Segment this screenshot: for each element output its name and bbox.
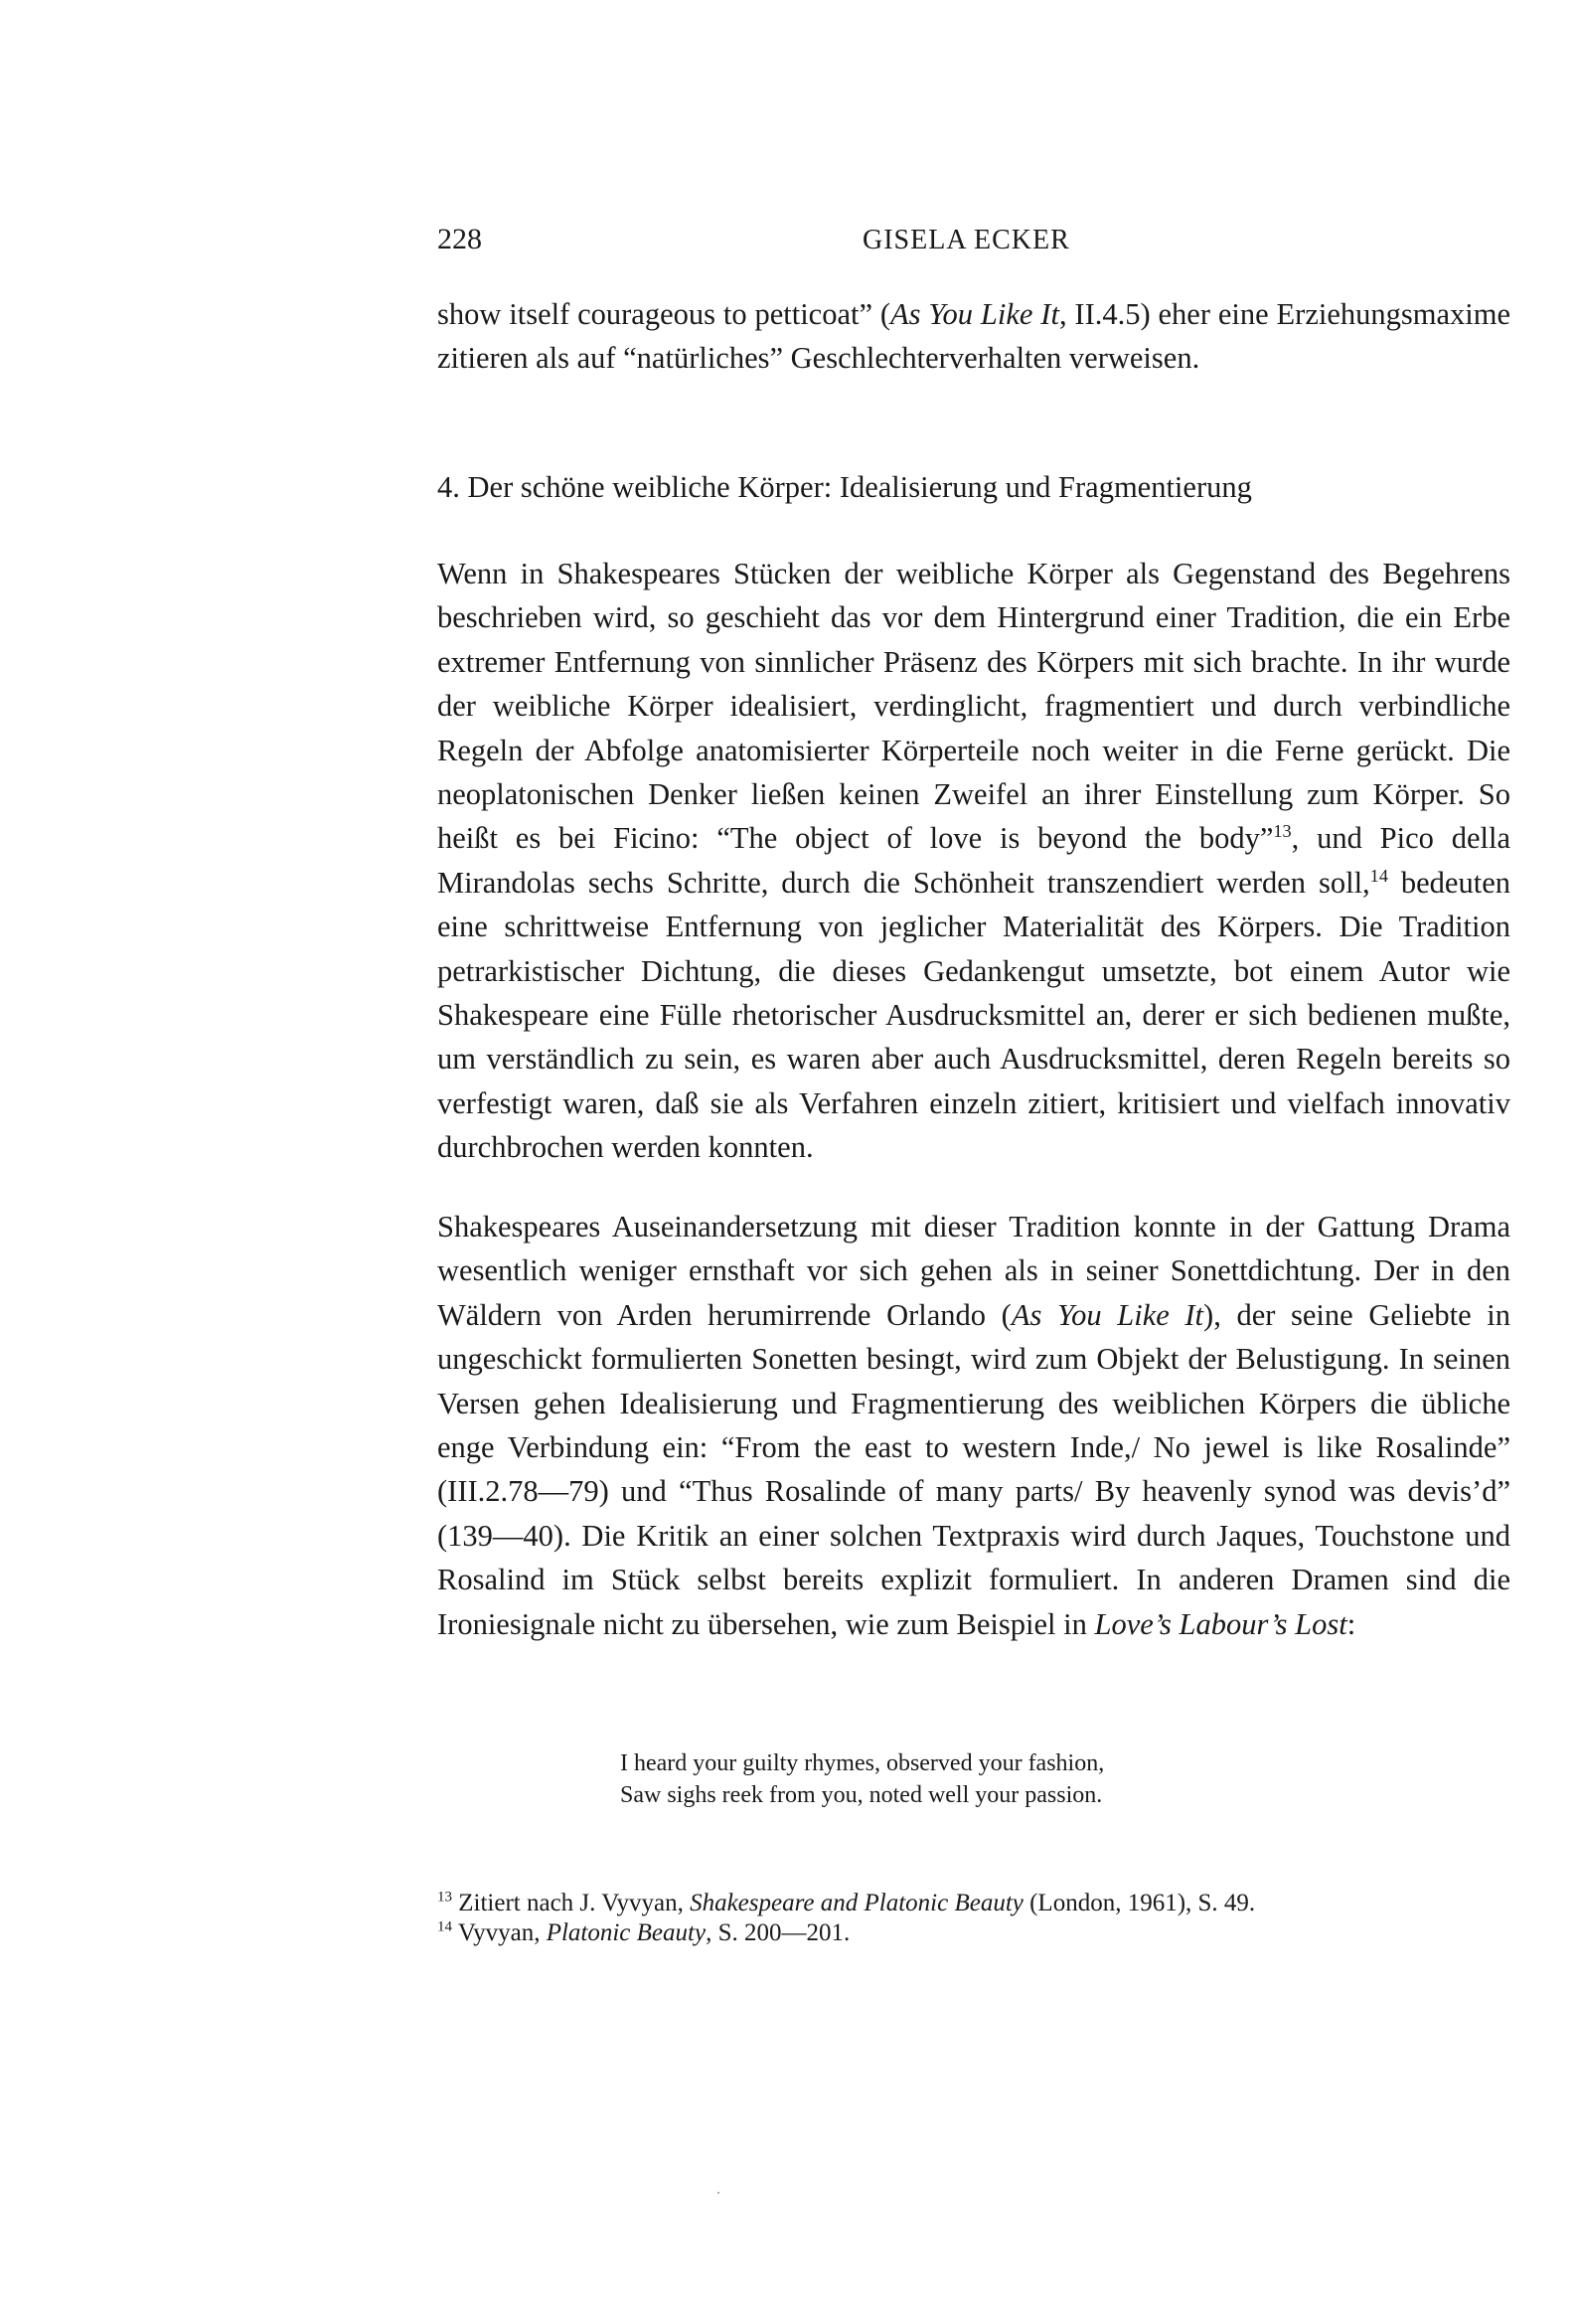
text-run: , II.4.5) eher eine Erziehungsmaxime zitieren als auf “natürliches” Geschlechterverhalten verweisen. — [437, 297, 1510, 376]
title-italic: As You Like It — [1011, 1297, 1204, 1332]
running-head: GISELA ECKER — [863, 225, 1070, 255]
text-run: (London, 1961), S. 49. — [1023, 1890, 1256, 1916]
footnote-number: 13 — [437, 1889, 452, 1906]
footnote-14 — [437, 1918, 1255, 1948]
text-run: Wenn in Shakespeares Stücken der weibliche Körper als Gegenstand des Begehrens beschrieben wird, so geschieht das vor dem Hintergrund einer Tradition, die ein Erbe extremer Entfernung von sinnlicher Präsenz des Körpers mit sich brachte. In ihr wurde der weibliche Körper idealisiert, verdinglicht, fragmentiert und durch verbindliche Regeln der Abfolge anatomisierter Körperteile noch weiter in die Ferne gerückt. Die neoplatonischen Denker ließen keinen Zweifel an ihrer Einstellung zum Körper. So heißt es bei Ficino: “The object of love is beyond the body” — [437, 557, 1510, 856]
text-run: Shakespeares Auseinandersetzung mit dieser Tradition konnte in der Gattung Drama wesentlich weniger ernsthaft vor sich gehen als in seiner Sonettdichtung. Der in den Wäldern von Arden herumirrende Orlando ( — [437, 1210, 1510, 1332]
text-run: show itself courageous to petticoat” ( — [437, 297, 891, 331]
section-heading: 4. Der schöne weibliche Körper: Idealisierung und Fragmentierung — [437, 470, 1252, 504]
quote-line: I heard your guilty rhymes, observed your fashion, — [620, 1750, 1105, 1776]
title-italic: As You Like It — [890, 297, 1059, 331]
footnote-number: 14 — [437, 1918, 452, 1935]
footnote-13 — [437, 1889, 1255, 1918]
paragraph-continued — [437, 292, 1510, 381]
text-run: Zitiert nach J. Vyvyan, — [458, 1890, 691, 1916]
text-run: , und Pico della Mirandolas sechs Schritte, durch die Schönheit transzendiert werden soll, — [437, 821, 1510, 900]
text-run: , S. 200—201. — [706, 1919, 851, 1946]
title-italic: Platonic Beauty — [546, 1919, 707, 1946]
quote-line: Saw sighs reek from you, noted well your passion. — [620, 1782, 1103, 1808]
text-run: ), der seine Geliebte in ungeschickt formulierten Sonetten besingt, wird zum Objekt der Belustigung. In seinen Versen gehen Idealisierung und Fragmentierung des weiblichen Körpers die übliche enge Verbindung ein: “From the east to western Inde,/ No jewel is like Rosalinde” (III.2.78—79) und “Thus Rosalinde of many parts/ By heavenly synod was devis’d” (139—40). Die Kritik an einer solchen Textpraxis wird durch Jaques, Touchstone und Rosalind im Stück selbst bereits explizit formuliert. In anderen Dramen sind die Ironiesignale nicht zu übersehen, wie zum Beispiel in — [437, 1297, 1510, 1641]
footnote-ref-14[interactable]: 14 — [1369, 865, 1388, 886]
footnotes — [437, 1889, 1255, 1948]
title-italic: Love’s Labour’s Lost — [1094, 1606, 1347, 1641]
text-run: : — [1346, 1606, 1356, 1641]
scan-speck — [717, 2192, 719, 2194]
block-quote — [620, 1747, 1104, 1811]
text-run: Vyvyan, — [457, 1919, 547, 1946]
footnote-ref-13[interactable]: 13 — [1273, 821, 1292, 842]
title-italic: Shakespeare and Platonic Beauty — [690, 1890, 1024, 1916]
paragraph-main — [437, 552, 1510, 1170]
paragraph-second — [437, 1205, 1510, 1646]
page-number: 228 — [437, 223, 482, 255]
text-run: bedeuten eine schrittweise Entfernung von jeglicher Materialität des Körpers. Die Tradition petrarkistischer Dichtung, die dieses Gedankengut umsetzte, bot einem Autor wie Shakespeare eine Fülle rhetorischer Ausdrucksmittel an, derer er sich bedienen mußte, um verständlich zu sein, es waren aber auch Ausdrucksmittel, deren Regeln bereits so verfestigt waren, daß sie als Verfahren einzeln zitiert, kritisiert und vielfach innovativ durchbrochen werden konnten. — [437, 865, 1510, 1165]
